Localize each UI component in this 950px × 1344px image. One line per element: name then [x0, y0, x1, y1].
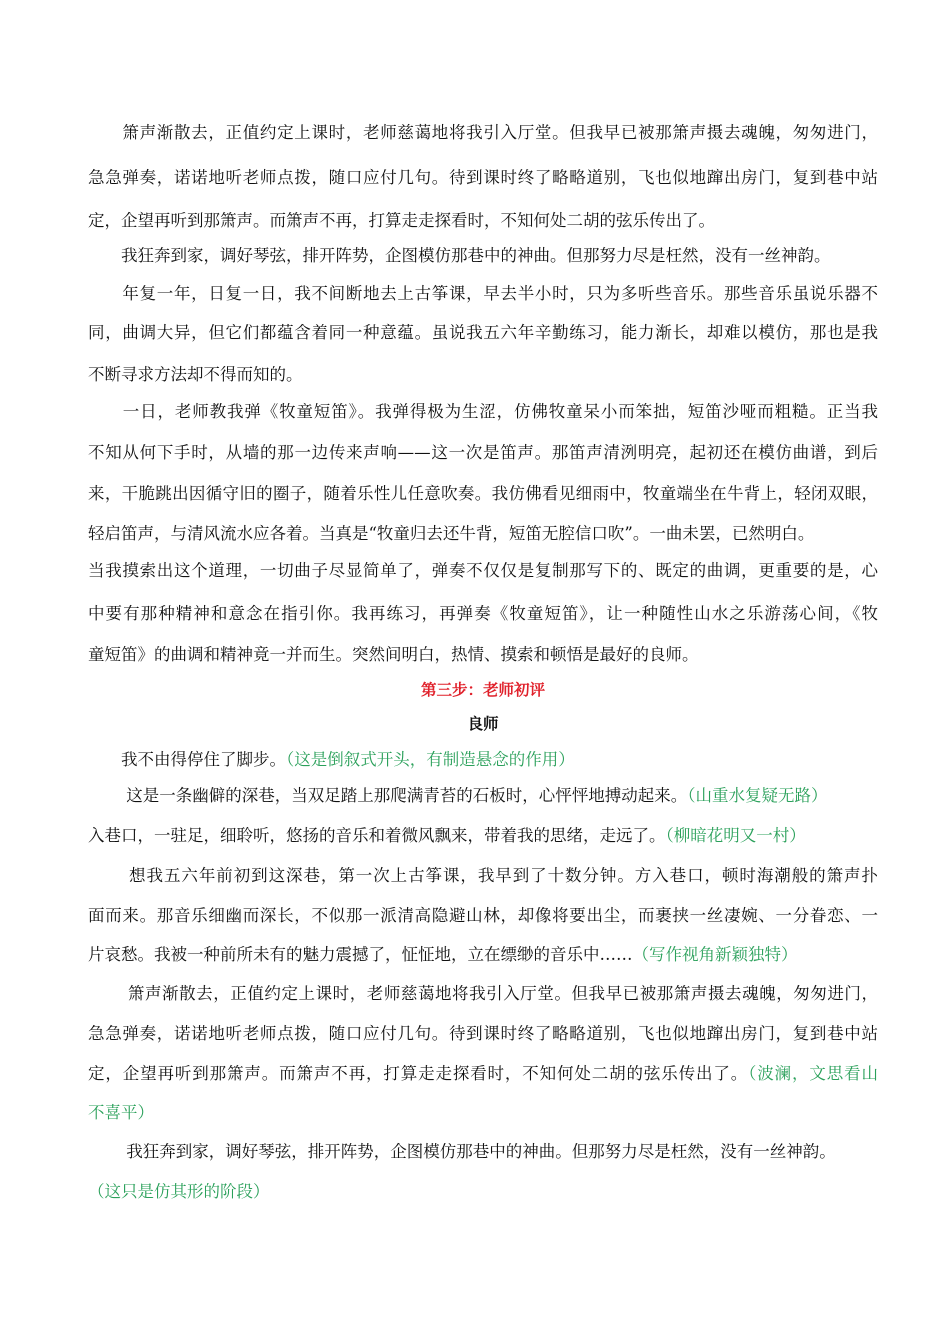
text-line: 一日，老师教我弹《牧童短笛》。我弹得极为生涩，仿佛牧童呆小而笨拙，短笛沙哑而粗糙。正当我: [88, 402, 878, 421]
text-line: [88, 826, 878, 846]
text-line: 我狂奔到家，调好琴弦，排开阵势，企图模仿那巷中的神曲。但那努力尽是枉然，没有一丝神韵。: [88, 1142, 836, 1161]
text-line: 轻启笛声，与清风流水应各着。当真是“牧童归去还牛背，短笛无腔信口吹”。一曲未罢，已然明白。: [88, 524, 815, 543]
essay-title: 良师: [467, 715, 499, 733]
text-line: [88, 786, 878, 806]
text-line: 箫声渐散去，正值约定上课时，老师慈蔼地将我引入厅堂。但我早已被那箫声摄去魂魄，匆匆进门，: [88, 123, 878, 142]
text-line: 不断寻求方法却不得而知的。: [88, 365, 303, 384]
text-line: [88, 1064, 878, 1084]
teacher-comment: （柳暗花明又一村）: [665, 826, 806, 845]
teacher-comment: （这只是仿其形的阶段）: [88, 1182, 270, 1201]
teacher-comment: （这是倒叙式开头，有制造悬念的作用）: [286, 750, 575, 769]
text-line: 定，企望再听到那箫声。而箫声不再，打算走走探看时，不知何处二胡的弦乐传出了。: [88, 211, 715, 230]
text-line: 不知从何下手时，从墙的那一边传来声响——这一次是笛声。那笛声清洌明亮，起初还在模仿曲谱，到后: [88, 443, 878, 462]
text-line: [88, 945, 878, 965]
text-line: 同，曲调大异，但它们都蕴含着同一种意蕴。虽说我五六年辛勤练习，能力渐长，却难以模仿，那也是我: [88, 323, 878, 342]
text-line: 急急弹奏，诺诺地听老师点拨，随口应付几句。待到课时终了略略道别，飞也似地蹿出房门，复到巷中站: [88, 1024, 878, 1043]
text-line: 当我摸索出这个道理，一切曲子尽显简单了，弹奏不仅仅是复制那写下的、既定的曲调，更重要的是，心: [88, 561, 878, 580]
text-line: 面而来。那音乐细幽而深长，不似那一派清高隐避山林，却像将要出尘，而裹挟一丝凄婉、一分眷恋、一: [88, 906, 878, 925]
essay-text: 入巷口，一驻足，细聆听，悠扬的音乐和着微风飘来，带着我的思绪，走远了。: [88, 826, 666, 845]
essay-text: 我不由得停住了脚步。: [88, 750, 286, 769]
text-line: 想我五六年前初到这深巷，第一次上古筝课，我早到了十数分钟。方入巷口，顿时海潮般的箫声扑: [88, 866, 878, 885]
text-line: 急急弹奏，诺诺地听老师点拨，随口应付几句。待到课时终了略略道别，飞也似地蹿出房门，复到巷中站: [88, 168, 878, 187]
text-line: 年复一年，日复一日，我不间断地去上古筝课，早去半小时，只为多听些音乐。那些音乐虽说乐器不: [88, 284, 878, 303]
text-line: 我狂奔到家，调好琴弦，排开阵势，企图模仿那巷中的神曲。但那努力尽是枉然，没有一丝神韵。: [88, 246, 831, 265]
step-heading: 第三步：老师初评: [420, 681, 545, 699]
text-line: 童短笛》的曲调和精神竟一并而生。突然间明白，热情、摸索和顿悟是最好的良师。: [88, 645, 699, 664]
essay-text: 这是一条幽僻的深巷，当双足踏上那爬满青苔的石板时，心怦怦地搏动起来。: [88, 786, 688, 805]
text-line: 中要有那种精神和意念在指引你。我再练习，再弹奏《牧童短笛》，让一种随性山水之乐游荡心间，《牧: [88, 604, 878, 623]
text-line: 箫声渐散去，正值约定上课时，老师慈蔼地将我引入厅堂。但我早已被那箫声摄去魂魄，匆匆进门，: [88, 984, 878, 1003]
text-line: [88, 750, 878, 770]
teacher-comment: 不喜平）: [88, 1103, 154, 1122]
teacher-comment: （山重水复疑无路）: [687, 786, 828, 805]
text-line: 来，干脆跳出因循守旧的圈子，随着乐性儿任意吹奏。我仿佛看见细雨中，牧童端坐在牛背上，轻闭双眼，: [88, 484, 878, 503]
essay-text: 定，企望再听到那箫声。而箫声不再，打算走走探看时，不知何处二胡的弦乐传出了。: [88, 1064, 749, 1083]
teacher-comment: （写作视角新颖独特）: [632, 945, 798, 964]
essay-text: 片哀愁。我被一种前所未有的魅力震撼了，怔怔地，立在缥缈的音乐中……: [88, 945, 633, 964]
teacher-comment: （波澜，文思看山: [748, 1064, 879, 1083]
